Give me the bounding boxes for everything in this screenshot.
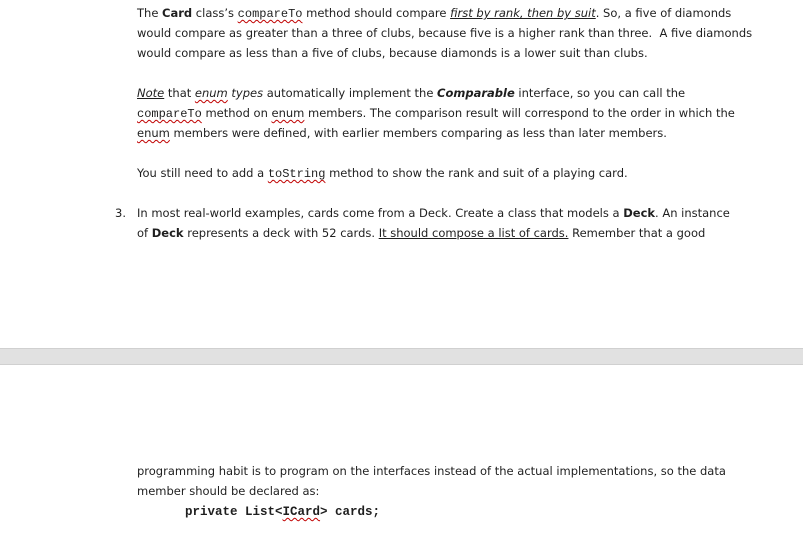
item-3-line-2: [137, 223, 705, 243]
code-compareTo: compareTo: [137, 107, 202, 121]
enum-term: enum: [271, 106, 305, 120]
text-run: . So, a five of diamonds: [595, 6, 732, 20]
bold-deck: Deck: [623, 206, 656, 220]
page-2-line-1: programming habit is to program on the interfaces instead of the actual implementations, so the data: [137, 464, 726, 478]
paragraph-1-line-1: [137, 3, 731, 24]
text-run: automatically implement the: [263, 86, 438, 100]
paragraph-1-line-2: would compare as greater than a three of clubs, because five is a higher rank than three. A five diamonds: [137, 26, 753, 40]
text-run: method to show the rank and suit of a playing card.: [325, 166, 628, 180]
item-3-line-1: [137, 203, 730, 223]
note-label: Note: [137, 86, 165, 100]
paragraph-2-line-3: [137, 123, 667, 143]
page-2: [0, 365, 803, 547]
text-run: of: [137, 226, 152, 240]
underlined-text: It should compose a list of cards.: [378, 226, 569, 240]
comparable-term: Comparable: [437, 86, 515, 100]
list-number: 3.: [115, 206, 126, 220]
page-2-line-2: member should be declared as:: [137, 484, 320, 498]
text-run: members were defined, with earlier members comparing as less than later members.: [169, 126, 667, 140]
text-run: method should compare: [302, 6, 451, 20]
text-run: The: [137, 6, 163, 20]
enum-term: enum: [137, 126, 170, 140]
text-run: class’s: [192, 6, 238, 20]
page-break: [0, 348, 803, 365]
text-run: that: [164, 86, 195, 100]
text-run: Remember that a good: [568, 226, 706, 240]
bold-card: Card: [162, 6, 193, 20]
enum-term: enum: [194, 86, 228, 100]
bold-deck: Deck: [151, 226, 184, 240]
text-run: represents a deck with 52 cards.: [183, 226, 379, 240]
text-run: . An instance: [655, 206, 730, 220]
text-run: You still need to add a: [137, 166, 268, 180]
text-run: In most real-world examples, cards come from a Deck. Create a class that models a: [137, 206, 624, 220]
paragraph-1-line-3: would compare as less than a five of clubs, because diamonds is a lower suit than clubs.: [137, 46, 648, 60]
paragraph-2-line-1: [137, 83, 685, 103]
paragraph-2-line-2: [137, 103, 735, 124]
code-run: private List<: [185, 505, 283, 519]
code-toString: toString: [267, 167, 326, 181]
code-run: > cards;: [320, 505, 381, 519]
text-run: types: [227, 86, 264, 100]
paragraph-3: [137, 163, 628, 184]
code-compareTo: compareTo: [237, 7, 303, 21]
text-run: members. The comparison result will correspond to the order in which the: [304, 106, 735, 120]
text-run: interface, so you can call the: [514, 86, 686, 100]
code-declaration: [185, 502, 380, 522]
code-icard: ICard: [282, 505, 321, 519]
text-run: method on: [201, 106, 272, 120]
underlined-italic-text: first by rank, then by suit: [450, 6, 596, 20]
